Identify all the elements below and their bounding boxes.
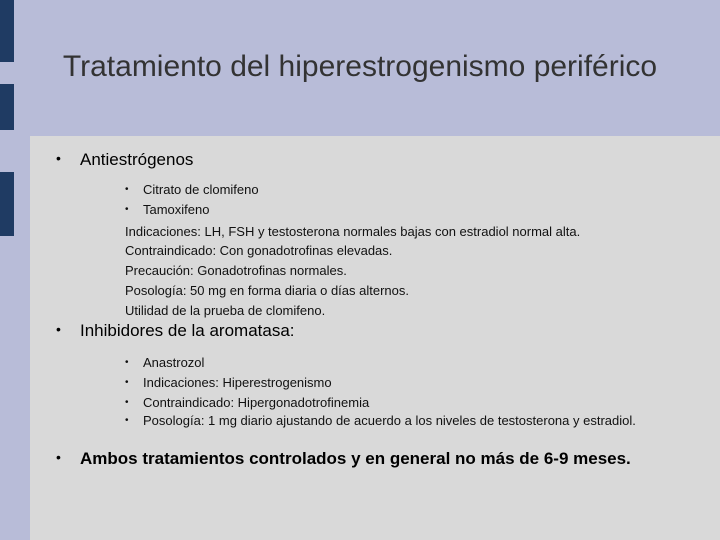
list-item-text: Tamoxifeno bbox=[143, 202, 210, 217]
bullet-icon: • bbox=[125, 415, 129, 426]
list-item bbox=[125, 395, 645, 410]
section-heading: Inhibidores de la aromatasa: bbox=[80, 321, 295, 340]
bullet-icon: • bbox=[56, 150, 61, 166]
slide-title: Tratamiento del hiperestrogenismo periférico bbox=[62, 50, 658, 83]
note-line: Indicaciones: LH, FSH y testosterona normales bajas con estradiol normal alta. bbox=[125, 224, 581, 239]
list-item-text: Posología: 1 mg diario ajustando de acuerdo a los niveles de testosterona y estradiol. bbox=[143, 413, 636, 428]
section-heading: Antiestrógenos bbox=[80, 150, 194, 169]
list-item bbox=[125, 415, 645, 427]
bullet-icon: • bbox=[125, 377, 129, 388]
note-line: Utilidad de la prueba de clomifeno. bbox=[125, 303, 326, 318]
note-line: Precaución: Gonadotrofinas normales. bbox=[125, 263, 347, 278]
list-item-text: Anastrozol bbox=[143, 355, 205, 370]
section-conclusion bbox=[56, 449, 631, 469]
accent-bar-middle bbox=[0, 84, 14, 130]
note-line: Posología: 50 mg en forma diaria o días alternos. bbox=[125, 283, 409, 298]
list-item bbox=[125, 182, 645, 197]
bullet-icon: • bbox=[125, 397, 129, 408]
list-item-text: Indicaciones: Hiperestrogenismo bbox=[143, 375, 332, 390]
list-item bbox=[125, 202, 645, 217]
note-line: Contraindicado: Con gonadotrofinas elevadas. bbox=[125, 243, 393, 258]
bullet-icon: • bbox=[125, 184, 129, 195]
list-item bbox=[125, 355, 645, 370]
section-heading: Ambos tratamientos controlados y en general no más de 6-9 meses. bbox=[80, 449, 631, 468]
bullet-icon: • bbox=[56, 449, 61, 465]
section-antiestrogenos bbox=[56, 150, 193, 170]
accent-bar-lower bbox=[0, 172, 14, 236]
accent-bar-top bbox=[0, 0, 14, 62]
list-item-text: Citrato de clomifeno bbox=[143, 182, 259, 197]
list-item-text: Contraindicado: Hipergonadotrofinemia bbox=[143, 395, 370, 410]
section-inhibidores-aromatasa bbox=[56, 321, 295, 341]
bullet-icon: • bbox=[125, 357, 129, 368]
bullet-icon: • bbox=[56, 321, 61, 337]
bullet-icon: • bbox=[125, 204, 129, 215]
list-item bbox=[125, 375, 645, 390]
